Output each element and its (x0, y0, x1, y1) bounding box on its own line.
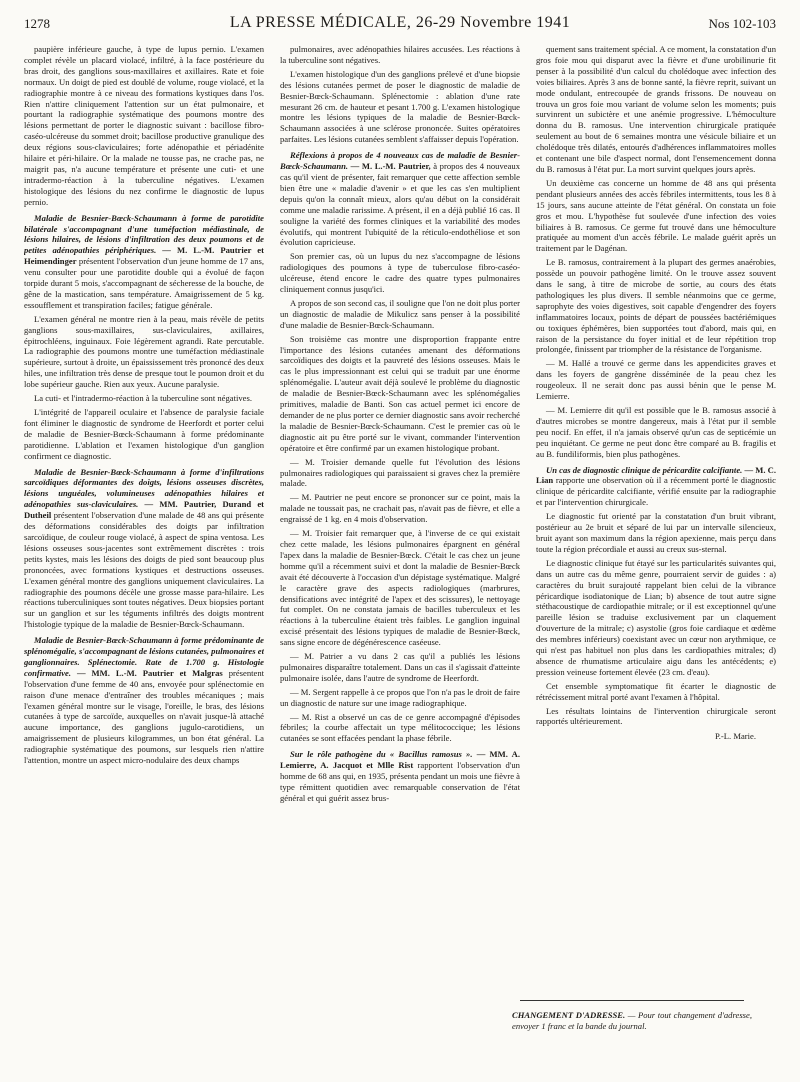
paragraph: — M. Patrier a vu dans 2 cas qu'il a publiés les lésions pulmonaires disparaître totalement. Dans un cas il s'agissait d'atteinte pulmonaire isolée, dans l'autre de syndrome de Heerfordt. (280, 651, 520, 683)
article-columns (24, 44, 776, 1074)
journal-title: LA PRESSE MÉDICALE, 26-29 Novembre 1941 (229, 14, 571, 31)
section-heading: Sur le rôle pathogène du « Bacillus ramosus ». (290, 749, 473, 760)
page-header (24, 14, 776, 36)
section-paragraph (536, 465, 776, 509)
paragraph: Le diagnostic clinique fut étayé sur les particularités suivantes qui, dans un autre cas du même genre, pourraient servir de guides : a) caractères du bruit surajouté rappelant bien celui de la vibrance péricardique isodiatonique de Lian; b) absence de tout autre signe stéthacoustique de cardiopathie mitrale; or il est exceptionnel qu'une pareille lésion se traduise exclusivement par un claquement d'ouverture de la mitrale; c) asystolie (gros foie cardiaque et œdème des membres inférieurs) coexistant avec un cœur non arythmique, ce qui n'est pas habituel non plus dans les cardiopathies mitrales; d) absence de rhumatisme articulaire aigu dans les antécédents; e) pression veineuse fortement élevée (23 cm. d'eau). (536, 557, 776, 677)
column-1 (24, 44, 264, 1074)
paragraph-text: présentent l'observation d'une femme de 40 ans, envoyée pour splénectomie en raison d'une menace d'entraîner des troubles mécaniques ; mais l'examen général montre sur le visage, l'oreille, le bras, des lésions cutanées à type de sarcoïde, auxquelles on n'avait jusque-là attaché aucune importance, des ganglions jugulo-carotidiens, un amaigrissement de plusieurs kilogrammes, un bon état général. La radiographie systématique des poumons, sur lesquels rien n'attire l'attention, montre un aspect micro-nodulaire des deux champs (24, 667, 264, 766)
paragraph: — M. Hallé a trouvé ce germe dans les appendicites graves et dans les foyers de gangrène disséminée de la peau chez les rougeoleux. Il ne serait donc pas aussi bénin que le pense M. Lemierre. (536, 358, 776, 402)
paragraph: Son premier cas, où un lupus du nez s'accompagne de lésions radiologiques des poumons à type de tuberculose fibro-caséo-ulcéreuse, étend encore le cadre des quatre types pulmonaires cliniquement connus jusqu'ici. (280, 251, 520, 295)
notice-title: CHANGEMENT D'ADRESSE. (512, 1010, 626, 1020)
paragraph: — M. Pautrier ne peut encore se prononcer sur ce point, mais la malade ne toussait pas, ne crachait pas, n'avait pas de fièvre, et elle a engraissé de 1 kg. en 4 mois d'observation. (280, 492, 520, 525)
paragraph: L'intégrité de l'appareil oculaire et l'absence de paralysie faciale font éliminer le diagnostic de syndrome de Heerfordt et porter celui de maladie de Besnier-Bœck-Schaumann à forme prédominante parotidienne. L'ablation et l'examen histologique d'un ganglion confirment ce diagnostic. (24, 407, 264, 461)
section-paragraph (24, 467, 264, 631)
authors: — M. L.-M. Pautrier, (350, 161, 431, 172)
paragraph-text: présentent l'observation d'un jeune homme de 17 ans, venu consulter pour une parotidite double qui a évolué de façon torpide durant 5 mois, s'accompagnant de sécheresse de la bouche, de gêne de la mastication, sans température. Amaigrissement de 5 kg. essoufflement et transpiration faciles; fatigue générale. (24, 256, 264, 310)
paragraph: Cet ensemble symptomatique fit écarter le diagnostic de rétrécissement mitral porté avant l'examen à l'hôpital. (536, 680, 776, 702)
paragraph-text: à propos des 4 nouveaux cas qu'il vient de présenter, fait remarquer que cette affection semble bien être une « maladie d'avenir » et que les cas s'en multiplient depuis qu'on la connaît mieux, alors qu'au début on la considérait comme une maladie rarissime. A présent, il en a déjà publié 16 cas. Il souligne la variété des formes cliniques et la variabilité des modes évolutifs, qui montrent l'ubiquité de la réticulo-endothéliose et son évolution capricieuse. (280, 161, 520, 248)
authors: — M. C. Lian (536, 464, 776, 486)
section-heading: Maladie de Besnier-Bœck-Schaumann à forme d'infiltrations sarcoïdiques déformantes des doigts, lésions osseuses discrètes, lésions unguéales, volumineuses adénopathies hilaires et adénopathies sus-claviculaires. (24, 466, 264, 510)
paragraph: Les résultats lointains de l'intervention chirurgicale seront rapportés ultérieurement. (536, 705, 776, 727)
notice-text: — Pour tout changement d'adresse, envoyer 1 franc et la bande du journal. (512, 1010, 752, 1031)
paragraph: — M. Troisier demande quelle fut l'évolution des lésions pulmonaires radiologiques qui paraissaient si graves chez la première malade. (280, 456, 520, 489)
divider (520, 1000, 744, 1001)
authors: — MM. Pautrier, Durand et Dutheil (24, 499, 264, 521)
paragraph: — M. Rist a observé un cas de ce genre accompagné d'épisodes fébriles; la courbe affectait un type mélitococcique; les lésions cutanées se sont effacées pendant la phase fébrile. (280, 711, 520, 744)
column-2 (280, 44, 520, 1074)
section-paragraph (24, 635, 264, 766)
paragraph-text: présentent l'observation d'une malade de 48 ans qui présente des déformations considérables des doigts par infiltration sarcoïdique, de couleur rouge violacé, à aspect de spina ventosa. Les lésions osseuses sous-jacentes sont extrêmement discrètes : trois petits kystes, mais les lésions des doigts de pied sont beaucoup plus prononcées, avec formations kystiques et destructions osseuses. L'examen général montre des ganglions uniquement claviculaires. La radiographie des poumons décèle une grosse masse para-hilaire. Les réactions tuberculiniques sont toutes négatives. Deux biopsies portant sur un ganglion et sur les téguments infiltrés des doigts montrent l'histologie typique de la maladie de Besnier-Bœck-Schaumann. (24, 510, 264, 630)
paragraph-text: rapporte une observation où il a récemment porté le diagnostic clinique de péricardite calcifiante, vérifié ensuite par la radiographie et par l'intervention chirurgicale. (536, 475, 776, 508)
authors: — MM. A. Lemierre, A. Jacquot et Mlle Rist (280, 749, 520, 771)
paragraph: paupière inférieure gauche, à type de lupus pernio. L'examen complet révèle un placard violacé, infiltré, à la face postérieure du bras droit, des ganglions sous-maxillaires et axillaires. Rate et foie normaux. Un doigt de pied est doublé de volume, rouge violacé, et la radiographie montre à ce niveau des formations kystiques dans l'os. Rien n'attire cliniquement l'attention sur un état pulmonaire, et pourtant la radiographie systématique des poumons montre des lésions permettant de porter le diagnostic suivant : bacillose fibro-caséo-ulcéreuse du sommet droit; bacillose productive granulique des deux régions sous-claviculaires; forte adénopathie et périadénite hilaire et péri-hilaire. Or la malade ne tousse pas, ne crache pas, ne maigrit pas, n'a aucune température et présente une cuti- et une intradermo-réaction à la tuberculine négatives. L'examen histologique des lésions du nez confirme le diagnostic de lupus pernio. (24, 44, 264, 207)
address-change-notice (512, 1010, 752, 1032)
paragraph-text: rapportent l'observation d'un homme de 68 ans qui, en 1935, présenta pendant un mois une fièvre à type rémittent quotidien avec remarquable conservation de l'état général et qui guérit assez brus- (280, 760, 520, 803)
paragraph: L'examen histologique d'un des ganglions prélevé et d'une biopsie des lésions cutanées permet de poser le diagnostic de maladie de Besnier-Bœck-Schaumann. Splénectomie : ablation d'une rate mesurant 26 cm. de hauteur et pesant 1.700 g. L'examen histologique montre les lésions typiques de la maladie de Besnier-Bœck-Schaumann associées à une sclérose prononcée. Suites opératoires parfaites. Les lésions cutanées semblent s'affaisser depuis l'opération. (280, 68, 520, 145)
paragraph: L'examen général ne montre rien à la peau, mais révèle de petits ganglions sous-maxillaires, sus-claviculaires, axillaires, épitrochléens, inguinaux. Foie légèrement agrandi. Rate percutable. La radiographie des poumons montre une tuméfaction médiastinale supérieure, surtout à droite, un épaississement très prononcé des deux hiles, une infiltration très dense de presque tout le poumon droit et du lobe supérieur gauche. Rien aux yeux. Aucune paralysie. (24, 313, 264, 390)
issue-numbers: Nos 102-103 (708, 16, 776, 31)
paragraph: quement sans traitement spécial. A ce moment, la constatation d'un gros foie mou qui disparut avec la fièvre et d'une urobilinurie fit penser à la possibilité d'un calcul du cholédoque avec infection des voies biliaires. Après 3 ans de bonne santé, la fièvre reprit, suivant un mode ondulant, entrecoupée de grands frissons. De nouveau on trouva un gros foie mou variant de volume selon les moments; puis survinrent un subictère et une anémie progressive. L'hémoculture donna du B. ramosus. Une intervention chirurgicale pratiquée seulement au bout de 6 semaines montra une vésicule biliaire et un cholédoque très dilatés, entourés d'adhérences inflammatoires molles et contenant une bile d'aspect normal, dont l'ensemencement donna du B. ramosus à l'état pur. La mort survint quelques jours après. (536, 44, 776, 174)
paragraph: Un deuxième cas concerne un homme de 48 ans qui présenta pendant plusieurs années des accès fébriles intermittents, tous les 8 à 15 jours, sans aucune atteinte de l'état général. On constata un foie gros et mou. L'hypothèse fut soulevée d'une infection des voies biliaires à B. ramosus. Ce germe fut trouvé dans une hémoculture pratiquée au moment d'un accès fébrile. Le malade guérit après un traitement par le Dagénan. (536, 177, 776, 254)
paragraph: La cuti- et l'intradermo-réaction à la tuberculine sont négatives. (34, 393, 252, 404)
paragraph: pulmonaires, avec adénopathies hilaires accusées. Les réactions à la tuberculine sont négatives. (280, 44, 520, 65)
section-paragraph (280, 150, 520, 248)
signature: P.-L. Marie. (714, 731, 756, 742)
paragraph: — M. Lemierre dit qu'il est possible que le B. ramosus associé à d'autres microbes se montre dangereux, mais à l'état pur il semble peu nocif. En effet, il n'a jamais observé qu'un cas de septicémie un peu inquiétant. Ce germe ne peut donc être comparé au B. fragilis et au B. fundiliformis, bien plus pathogènes. (536, 405, 776, 459)
column-3 (536, 44, 776, 1074)
paragraph: Son troisième cas montre une disproportion frappante entre l'importance des lésions cutanées amenant des déformations sarcoïdiques des doigts et la pauvreté des lésions osseuses. Mais le cas le plus impressionnant est celui qui se traduit par une énorme splénomégalie. L'auteur avait déjà soulevé le problème du diagnostic de maladie de Besnier-Bœck-Schaumann avec les splénomégalies primitives, maladie de Banti. Son cas actuel permet ici encore de demander de ne plus porter ce dernier diagnostic sans avoir recherché la maladie de Besnier-Bœck-Schaumann. C'est le premier cas où le diagnostic ait pu être porté sur le vivant, commander l'intervention opératoire et être confirmé par un examen histologique probant. (280, 333, 520, 453)
section-heading: Maladie de Besnier-Bœck-Schaumann à forme prédominante de splénomégalie, s'accompagnant de lésions cutanées, pulmonaires et ganglionnaires. Splénectomie. Rate de 1.700 g. Histologie confirmative. (24, 635, 264, 678)
authors: — M. L.-M. Pautrier et Heimendinger (24, 245, 264, 267)
section-heading: Maladie de Besnier-Bœck-Schaumann à forme de parotidite bilatérale s'accompagnant d'une tuméfaction médiastinale, de lésions hilaires, de lésions d'infiltration des deux poumons et de petites adénopathies périphériques. (24, 212, 264, 256)
authors: — MM. L.-M. Pautrier et Malgras (76, 667, 223, 678)
paragraph: — M. Troisier fait remarquer que, à l'inverse de ce qui existait chez cette malade, les lésions pulmonaires épargnent en général l'apex dans la maladie de Besnier-Bœck. C'était le cas chez un jeune homme qu'il a récemment suivi et dont la maladie de Besnier-Bœck avait été découverte à l'occasion d'un dépistage systématique. Malgré le caractère grave des aspects radiologiques (marbrures, densifications avec intégrité de l'apex et des scissures), le nettoyage fut complet. On ne constata jamais de bacilles tuberculeux et les réactions à la tuberculine étaient très faibles. Le ganglion inguinal excisé présentait des lésions typiques de maladie de Besnier-Bœck, sans signe encore de dégénérescence caséeuse. (280, 528, 520, 648)
paragraph: Le B. ramosus, contrairement à la plupart des germes anaérobies, possède un pouvoir pathogène limité. On le trouve assez souvent dans le sang, à titre de microbe de sortie, au cours des états pathologiques les plus divers. Il semble néanmoins que ce germe, saprophyte des voies digestives, soit capable d'engendrer des foyers inflammatoires locaux, points de départ de poussées bactériémiques ou toxiques éphémères, bien supportées tout d'abord, mais qui, en raison de la persistance du foyer initial et de leur répétition trop prolongée, finissent par triompher de la résistance de l'organisme. (536, 257, 776, 355)
paragraph: — M. Sergent rappelle à ce propos que l'on n'a pas le droit de faire un diagnostic de nature sur une image radiographique. (280, 686, 520, 708)
page-number: 1278 (24, 16, 50, 31)
section-paragraph (24, 213, 264, 311)
section-paragraph (280, 749, 520, 804)
paragraph: Le diagnostic fut orienté par la constatation d'un bruit vibrant, postérieur au 2e bruit et séparé de lui par un intervalle silencieux, bruit ayant son maximum dans la région apexienne, mais perçu dans toute la région précordiale et aussi au creux sus-sternal. (536, 511, 776, 554)
section-heading: Réflexions à propos de 4 nouveaux cas de maladie de Besnier-Bœck-Schaumann. (280, 150, 520, 172)
section-heading: Un cas de diagnostic clinique de péricardite calcifiante. (546, 464, 743, 475)
paragraph: A propos de son second cas, il souligne que l'on ne doit plus porter un diagnostic de maladie de Mikulicz sans penser à la possibilité d'une maladie de Besnier-Bœck-Schaumann. (280, 297, 520, 330)
